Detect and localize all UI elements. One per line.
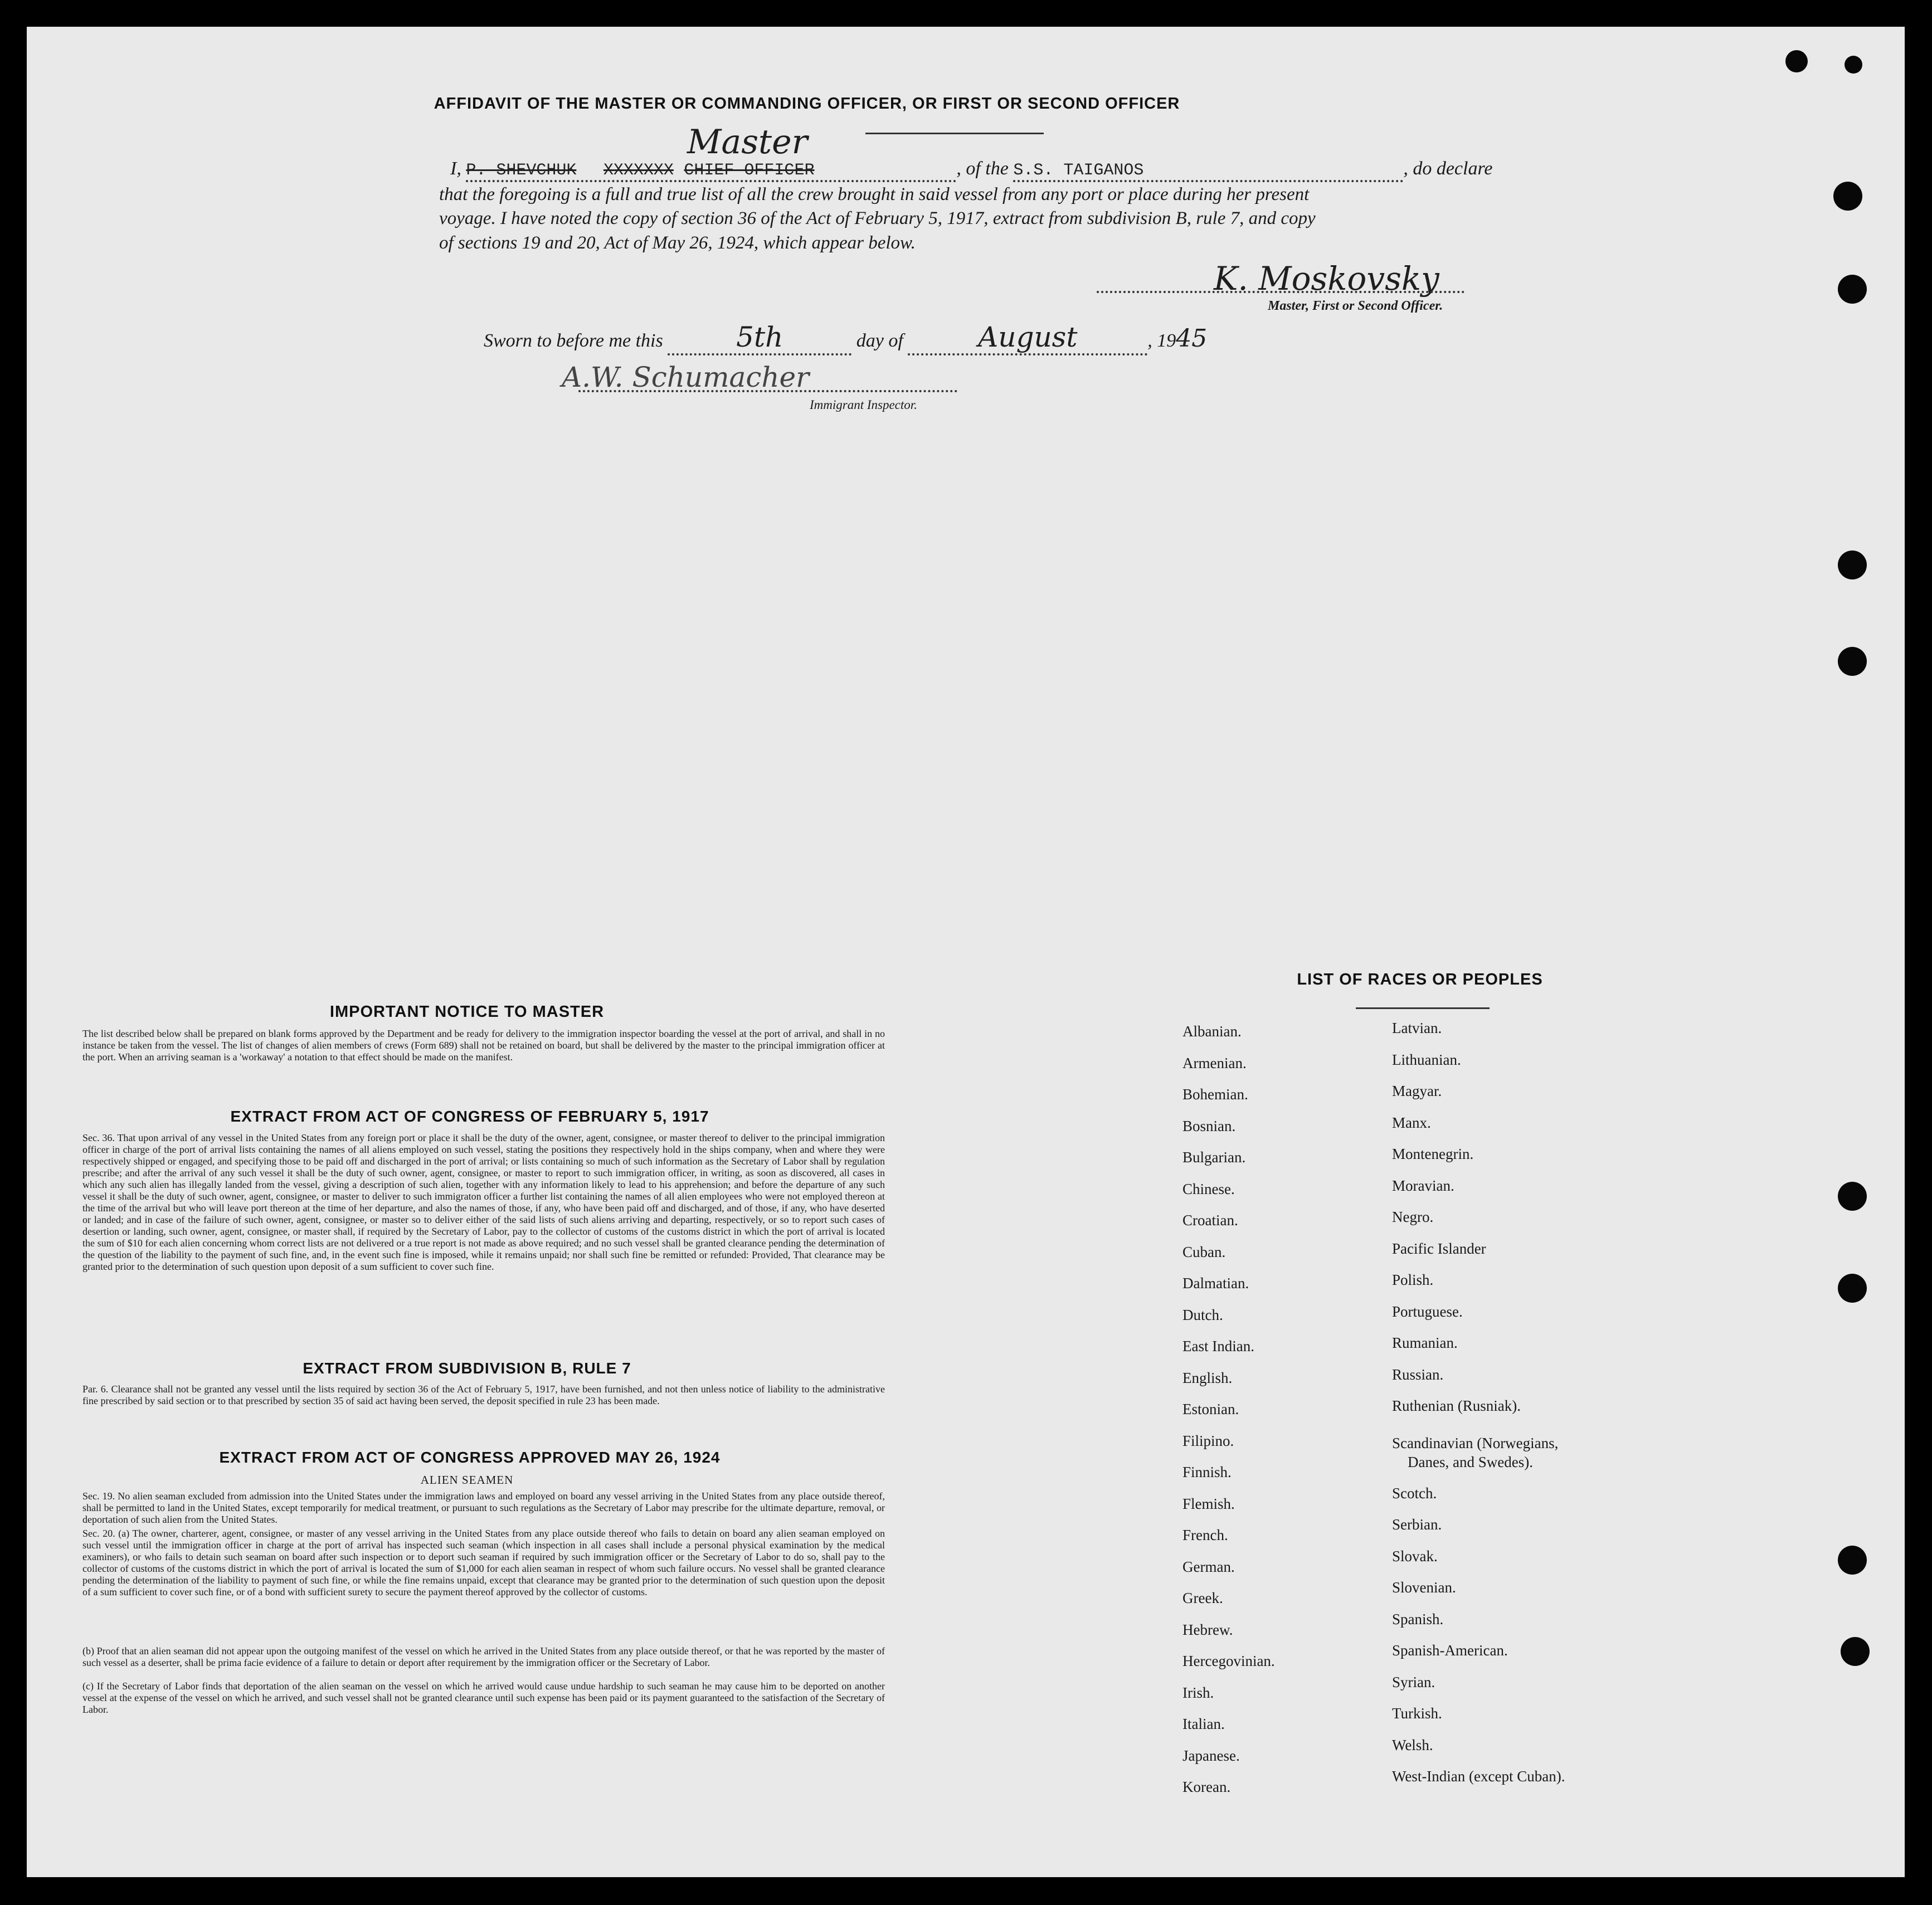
- race-item: Filipino.: [1182, 1432, 1234, 1449]
- punch-hole: [1838, 647, 1867, 676]
- race-item: Japanese.: [1182, 1747, 1240, 1764]
- races-title-rule: [1356, 1007, 1490, 1009]
- race-item: Pacific Islander: [1392, 1240, 1486, 1257]
- race-item: Flemish.: [1182, 1495, 1235, 1512]
- sworn-line: [484, 321, 1207, 355]
- extract-1924-subtitle: ALIEN SEAMEN: [420, 1473, 514, 1487]
- race-item: East Indian.: [1182, 1338, 1254, 1355]
- race-item: Irish.: [1182, 1684, 1214, 1701]
- handwritten-master: Master: [687, 123, 808, 162]
- race-item: Lithuanian.: [1392, 1051, 1461, 1068]
- race-item: Hebrew.: [1182, 1621, 1233, 1638]
- punch-hole: [1838, 1182, 1867, 1211]
- do-declare-label: , do declare: [1403, 158, 1493, 179]
- inspector-signature: A.W. Schumacher: [562, 361, 810, 393]
- name-field: [466, 158, 956, 182]
- declaration-line-2: that the foregoing is a full and true list of all the crew brought in said vessel from any port or place during her present: [439, 184, 1310, 204]
- races-column-2: [1392, 1020, 1738, 1800]
- punch-hole: [1838, 1546, 1867, 1575]
- punch-hole: [1833, 182, 1862, 211]
- race-item: Syrian.: [1392, 1673, 1435, 1690]
- race-item: Greek.: [1182, 1590, 1223, 1606]
- signature-caption: Master, First or Second Officer.: [1268, 299, 1443, 313]
- race-item: Korean.: [1182, 1779, 1231, 1795]
- notice-text: The list described below shall be prepared on blank forms approved by the Department and be ready for delivery to the immigration inspector boarding the vessel at the port of arrival, and shall in no instance be taken from the vessel. The list of changes of alien members of crews (Form 689) shall not be retained on board, but shall be delivered by the master to the principal immigration officer at the port. When an arriving seaman is a 'workaway' a notation to that effect should be made on the manifest.: [82, 1028, 885, 1063]
- races-title: LIST OF RACES OR PEOPLES: [1297, 971, 1543, 988]
- race-item: Chinese.: [1182, 1180, 1235, 1197]
- inspector-caption: Immigrant Inspector.: [810, 398, 917, 412]
- race-item: Slovak.: [1392, 1547, 1438, 1565]
- race-item: Bulgarian.: [1182, 1149, 1246, 1166]
- officer-name: P. SHEVCHUK: [466, 161, 577, 180]
- extract-1924-title: EXTRACT FROM ACT OF CONGRESS APPROVED MAY 26, 1924: [219, 1449, 721, 1466]
- struck-text: XXXXXXX: [603, 161, 674, 180]
- race-item: Bohemian.: [1182, 1086, 1248, 1103]
- race-item: German.: [1182, 1558, 1235, 1575]
- extract-1924-sec19: Sec. 19. No alien seaman excluded from admission into the United States under the immigration laws and employed on board any vessel arriving in the United States from any place outside thereof, shall be permitted to land in the United States, except temporarily for medical treatment, or pursuant to such regulations as the Secretary of Labor may prescribe for the ultimate departure, removal, or deportation of such alien from the United States.: [82, 1490, 885, 1525]
- signature-line: [1097, 291, 1464, 293]
- race-item: Spanish.: [1392, 1610, 1444, 1628]
- master-signature: K. Moskovsky: [1214, 260, 1439, 298]
- sworn-year: 45: [1176, 324, 1208, 353]
- race-item: Portuguese.: [1392, 1303, 1463, 1320]
- day-field: [668, 321, 851, 355]
- document-page: [27, 27, 1905, 1877]
- races-column-1: [1182, 1023, 1366, 1810]
- year-prefix: , 19: [1147, 330, 1176, 351]
- extract-rule7-text: Par. 6. Clearance shall not be granted any vessel until the lists required by section 36 of the Act of February 5, 1917, have been furnished, and not then unless notice of liability to the administrative fine prescribed by said section or to that prescribed by section 35 of said act having been served, the deposit specified in rule 23 has been made.: [82, 1383, 885, 1406]
- declaration-line-3: voyage. I have noted the copy of section 36 of the Act of February 5, 1917, extract from subdivision B, rule 7, and copy: [439, 208, 1316, 228]
- race-item: Danes, and Swedes).: [1408, 1453, 1533, 1470]
- race-item: Scotch.: [1392, 1484, 1437, 1502]
- struck-rank: CHIEF OFFICER: [684, 161, 815, 180]
- race-item: Welsh.: [1392, 1736, 1433, 1753]
- declaration-line-4: of sections 19 and 20, Act of May 26, 1924, which appear below.: [439, 233, 916, 253]
- extract-1924-sec20c: (c) If the Secretary of Labor finds that deportation of the alien seaman on the vessel on which he arrived would cause undue hardship to such seaman he may cause him to be deported on another vessel at the expense of the vessel on which he arrived, and such vessel shall not be granted clearance until such expense has been paid or its payment guaranteed to the satisfaction of the Secretary of Labor.: [82, 1680, 885, 1715]
- extract-1917-title: EXTRACT FROM ACT OF CONGRESS OF FEBRUARY 5, 1917: [230, 1108, 709, 1125]
- race-item: Bosnian.: [1182, 1117, 1236, 1134]
- day-of-label: day of: [856, 330, 903, 351]
- punch-hole: [1838, 1274, 1867, 1303]
- extract-rule7-title: EXTRACT FROM SUBDIVISION B, RULE 7: [303, 1360, 631, 1377]
- race-item: Negro.: [1392, 1209, 1434, 1225]
- line-prefix: I,: [450, 158, 461, 179]
- extract-1924-sec20b: (b) Proof that an alien seaman did not appear upon the outgoing manifest of the vessel on which he arrived in the United States from any place outside thereof, or that he was reported by the master of such vessel as a deserter, shall be prima facie evidence of a failure to detain or deport after requirement by the immigration officer or the Secretary of Labor.: [82, 1645, 885, 1668]
- race-item: Finnish.: [1182, 1464, 1232, 1480]
- race-item: Serbian.: [1392, 1516, 1442, 1533]
- race-item: Dalmatian.: [1182, 1275, 1249, 1292]
- extract-1917-text: Sec. 36. That upon arrival of any vessel in the United States from any foreign port or place it shall be the duty of the owner, agent, consignee, or master thereof to deliver to the principal immigration officer in charge of the port of arrival lists containing the names of all aliens employed on such vessel, stating the positions they respectively hold in the ships company, when and where they were respectively shipped or engaged, and specifying those to be paid off and discharged in the port of arrival; or lists containing so much of such information as the Secretary of Labor shall by regulation prescribe; and after the arrival of any such vessel it shall be the duty of such owner, agent, consignee, or master to report to such immigration officer, in writing, as soon as discovered, all cases in which any such alien has illegally landed from the vessel, giving a description of such alien, together with any information likely to lead to his apprehension; and before the departure of any such vessel it shall be the duty of such owner, agent, consignee, or master to deliver to such immigraton officer a further list containing the names of all alien employees who were not employed thereon at the time of the arrival but who will leave port thereon at the time of her departure, and also the names of those, if any, who have been paid off and discharged, and of those, if any, who have deserted or landed; and in case of the failure of such owner, agent, consignee, or master so to deliver either of the said lists of such aliens arriving and departing, respectively, or so to report such cases of desertion or landing, such owner, agent, consignee, or master shall, if required by the Secretary of Labor, pay to the collector of customs of the customs district in which the port of arrival is located the sum of $10 for each alien concerning whom correct lists are not delivered or a true report is not made as above required; and no such vessel shall be granted clearance pending the determination of the question of the liability to the payment of such fine, and, in the event such fine is imposed, while it remains unpaid; nor shall such fine be remitted or refunded: Provided, That clearance may be granted prior to the determination of such question upon deposit of a sum sufficient to cover such fine.: [82, 1132, 885, 1272]
- race-item: West-Indian (except Cuban).: [1392, 1768, 1565, 1785]
- race-item: Armenian.: [1182, 1054, 1247, 1071]
- race-item: Moravian.: [1392, 1177, 1454, 1194]
- race-item: Russian.: [1392, 1366, 1444, 1383]
- race-item: Latvian.: [1392, 1020, 1442, 1036]
- punch-hole: [1785, 50, 1808, 72]
- race-item: Albanian.: [1182, 1023, 1242, 1040]
- punch-hole: [1838, 275, 1867, 304]
- extract-1924-sec20a: Sec. 20. (a) The owner, charterer, agent, consignee, or master of any vessel arriving in the United States from any place outside thereof who fails to detain on board any alien seaman employed on such vessel until the immigration officer in charge at the port of arrival has inspected such seaman (which inspection in all cases shall include a personal physical examination by the medical examiners), or who fails to detain such seaman on board after such inspection or to deport such seaman if required by such immigration officer or the Secretary of Labor to do so, shall pay to the collector of customs of the customs district in which the port of arrival is located the sum of $1,000 for each alien seaman in respect of whom such failure occurs. No vessel shall be granted clearance pending the determination of the liability to payment of such fine, or while the fine remains unpaid, except that clearance may be granted prior to the determination of such question upon the deposit of a sum sufficient to cover such fine, or of a bond with sufficient surety to secure the payment thereof approved by the collector of customs.: [82, 1528, 885, 1597]
- race-item: Spanish-American.: [1392, 1642, 1508, 1659]
- vessel-field: [1013, 158, 1403, 182]
- race-item: Manx.: [1392, 1114, 1431, 1131]
- race-item: Polish.: [1392, 1271, 1434, 1288]
- punch-hole: [1841, 1637, 1870, 1666]
- race-item: Rumanian.: [1392, 1334, 1458, 1351]
- notice-title: IMPORTANT NOTICE TO MASTER: [329, 1003, 605, 1021]
- month-field: [908, 321, 1147, 355]
- race-item: Cuban.: [1182, 1243, 1226, 1260]
- race-item: English.: [1182, 1369, 1233, 1386]
- race-item: Estonian.: [1182, 1401, 1239, 1417]
- sworn-prefix: Sworn to before me this: [484, 330, 663, 351]
- race-item: Italian.: [1182, 1716, 1225, 1732]
- declaration-line-1: [450, 158, 1493, 182]
- race-item: Montenegrin.: [1392, 1146, 1474, 1162]
- vessel-name: S.S. TAIGANOS: [1013, 161, 1144, 180]
- race-item: Turkish.: [1392, 1705, 1442, 1722]
- race-item: French.: [1182, 1527, 1228, 1543]
- race-item: Dutch.: [1182, 1306, 1223, 1323]
- race-item: Ruthenian (Rusniak).: [1392, 1397, 1521, 1414]
- inspector-line: [578, 390, 957, 392]
- race-item: Hercegovinian.: [1182, 1653, 1275, 1669]
- punch-hole: [1838, 550, 1867, 579]
- sworn-day: 5th: [736, 321, 783, 353]
- race-item: Scandinavian (Norwegians,: [1392, 1434, 1559, 1451]
- race-item: Magyar.: [1392, 1083, 1442, 1099]
- sworn-month: August: [978, 321, 1078, 353]
- race-item: Croatian.: [1182, 1212, 1238, 1229]
- race-item: Slovenian.: [1392, 1579, 1456, 1596]
- affidavit-title: AFFIDAVIT OF THE MASTER OR COMMANDING OFFICER, OR FIRST OR SECOND OFFICER: [434, 95, 1180, 113]
- rule: [865, 133, 1044, 134]
- of-the-label: , of the: [956, 158, 1009, 179]
- punch-hole: [1845, 56, 1862, 74]
